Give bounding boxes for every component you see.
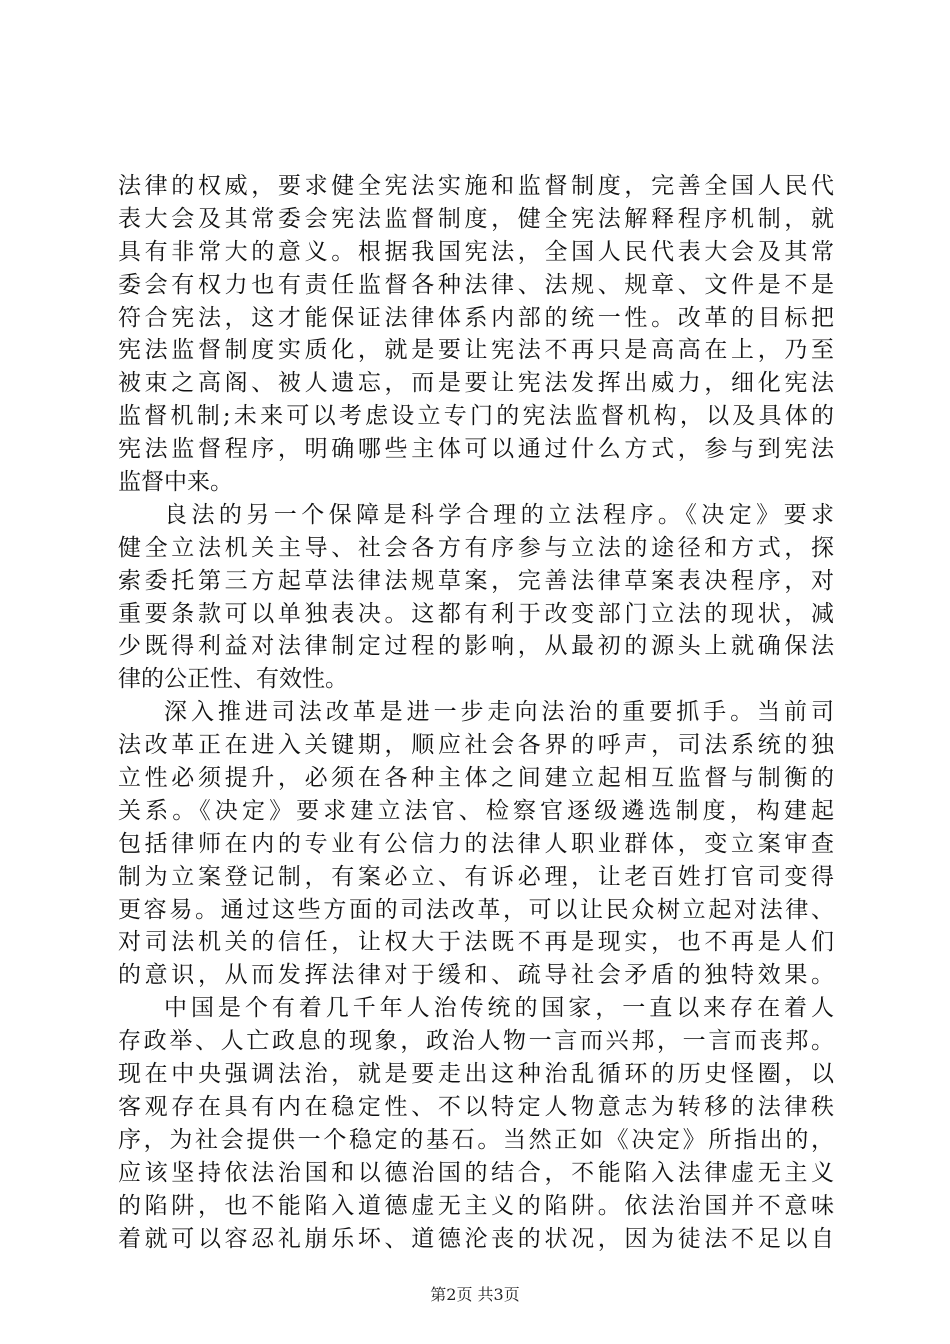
text-line: 应该坚持依法治国和以德治国的结合，不能陷入法律虚无主义: [118, 1159, 834, 1186]
text-line: 客观存在具有内在稳定性、不以特定人物意志为转移的法律秩: [118, 1093, 834, 1120]
text-line: 符合宪法，这才能保证法律体系内部的统一性。改革的目标把: [118, 304, 834, 331]
text-line: 立性必须提升，必须在各种主体之间建立起相互监督与制衡的: [118, 765, 834, 792]
text-line: 律的公正性、有效性。: [118, 666, 348, 693]
text-line: 委会有权力也有责任监督各种法律、法规、规章、文件是不是: [118, 271, 834, 298]
text-line: 被束之高阁、被人遗忘，而是要让宪法发挥出威力，细化宪法: [118, 370, 834, 397]
text-line: 的意识，从而发挥法律对于缓和、疏导社会矛盾的独特效果。: [118, 962, 834, 989]
text-line: 存政举、人亡政息的现象，政治人物一言而兴邦，一言而丧邦。: [118, 1028, 834, 1055]
text-line: 现在中央强调法治，就是要走出这种治乱循环的历史怪圈，以: [118, 1061, 834, 1088]
text-line: 关系。《决定》要求建立法官、检察官逐级遴选制度，构建起: [118, 797, 834, 824]
text-line: 监督机制;未来可以考虑设立专门的宪法监督机构，以及具体的: [118, 403, 834, 430]
text-line: 索委托第三方起草法律法规草案，完善法律草案表决程序，对: [118, 567, 834, 594]
text-line: 制为立案登记制，有案必立、有诉必理，让老百姓打官司变得: [118, 863, 834, 890]
text-line: 具有非常大的意义。根据我国宪法，全国人民代表大会及其常: [118, 238, 834, 265]
text-line: 表大会及其常委会宪法监督制度，健全宪法解释程序机制，就: [118, 205, 834, 232]
text-line: 法改革正在进入关键期，顺应社会各界的呼声，司法系统的独: [118, 732, 834, 759]
text-line: 健全立法机关主导、社会各方有序参与立法的途径和方式，探: [118, 534, 834, 561]
text-line: 良法的另一个保障是科学合理的立法程序。《决定》要求: [164, 501, 834, 528]
text-line: 序，为社会提供一个稳定的基石。当然正如《决定》所指出的，: [118, 1126, 834, 1153]
text-line: 重要条款可以单独表决。这都有利于改变部门立法的现状，减: [118, 600, 834, 627]
text-line: 宪法监督程序，明确哪些主体可以通过什么方式，参与到宪法: [118, 436, 834, 463]
text-line: 监督中来。: [118, 469, 233, 496]
text-line: 宪法监督制度实质化，就是要让宪法不再只是高高在上，乃至: [118, 337, 834, 364]
text-line: 深入推进司法改革是进一步走向法治的重要抓手。当前司: [164, 699, 834, 726]
text-line: 更容易。通过这些方面的司法改革，可以让民众树立起对法律、: [118, 896, 834, 923]
text-line: 对司法机关的信任，让权大于法既不再是现实，也不再是人们: [118, 929, 834, 956]
text-line: 中国是个有着几千年人治传统的国家，一直以来存在着人: [164, 995, 834, 1022]
text-line: 着就可以容忍礼崩乐坏、道德沦丧的状况，因为徒法不足以自: [118, 1225, 834, 1252]
text-line: 的陷阱，也不能陷入道德虚无主义的陷阱。依法治国并不意味: [118, 1192, 834, 1219]
page-footer: 第2页 共3页: [430, 1285, 520, 1304]
text-line: 包括律师在内的专业有公信力的法律人职业群体，变立案审查: [118, 830, 834, 857]
text-line: 少既得利益对法律制定过程的影响，从最初的源头上就确保法: [118, 633, 834, 660]
body-text: [118, 170, 834, 1255]
text-line: 法律的权威，要求健全宪法实施和监督制度，完善全国人民代: [118, 173, 834, 199]
